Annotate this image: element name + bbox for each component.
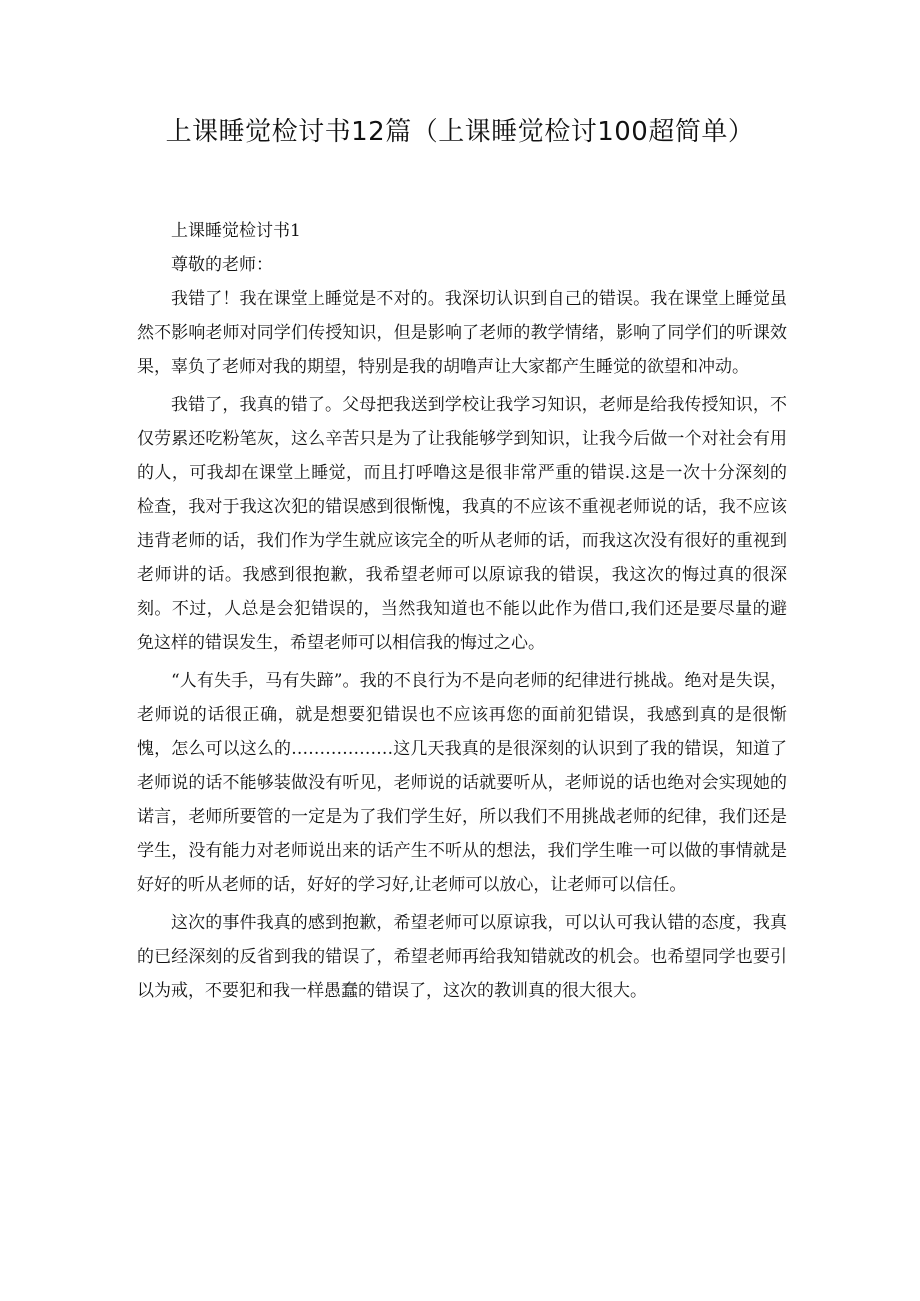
paragraph-2: 我错了，我真的错了。父母把我送到学校让我学习知识，老师是给我传授知识，不仅劳累还吃粉笔灰，这么辛苦只是为了让我能够学到知识，让我今后做一个对社会有用的人，可我却在课堂上睡觉，而且打呼噜这是很非常严重的错误.这是一次十分深刻的检查，我对于我这次犯的错误感到很惭愧，我真的不应该不重视老师说的话，我不应该违背老师的话，我们作为学生就应该完全的听从老师的话，而我这次没有很好的重视到老师讲的话。我感到很抱歉，我希望老师可以原谅我的错误，我这次的悔过真的很深刻。不过，人总是会犯错误的，当然我知道也不能以此作为借口,我们还是要尽量的避免这样的错误发生，希望老师可以相信我的悔过之心。 bbox=[137, 395, 787, 653]
document-title: 上课睡觉检讨书12篇（上课睡觉检讨100超简单） bbox=[165, 117, 755, 147]
paragraph-4: 这次的事件我真的感到抱歉，希望老师可以原谅我，可以认可我认错的态度，我真的已经深刻的反省到我的错误了，希望老师再给我知错就改的机会。也希望同学也要引以为戒，不要犯和我一样愚蠢的错误了，这次的教训真的很大很大。 bbox=[137, 913, 787, 1001]
paragraph-1: 我错了！我在课堂上睡觉是不对的。我深切认识到自己的错误。我在课堂上睡觉虽然不影响老师对同学们传授知识，但是影响了老师的教学情绪，影响了同学们的听课效果，辜负了老师对我的期望，特别是我的胡噜声让大家都产生睡觉的欲望和冲动。 bbox=[137, 289, 787, 377]
section-heading: 上课睡觉检讨书1 bbox=[171, 221, 301, 241]
salutation: 尊敬的老师： bbox=[171, 255, 273, 275]
document-body bbox=[137, 214, 787, 1008]
paragraph-3: “人有失手，马有失蹄”。我的不良行为不是向老师的纪律进行挑战。绝对是失误，老师说的话很正确，就是想要犯错误也不应该再您的面前犯错误，我感到真的是很惭愧，怎么可以这么的………………这几天我真的是很深刻的认识到了我的错误，知道了老师说的话不能够装做没有听见，老师说的话就要听从，老师说的话也绝对会实现她的诺言，老师所要管的一定是为了我们学生好，所以我们不用挑战老师的纪律，我们还是学生，没有能力对老师说出来的话产生不听从的想法，我们学生唯一可以做的事情就是好好的听从老师的话，好好的学习好,让老师可以放心，让老师可以信任。 bbox=[137, 671, 787, 895]
